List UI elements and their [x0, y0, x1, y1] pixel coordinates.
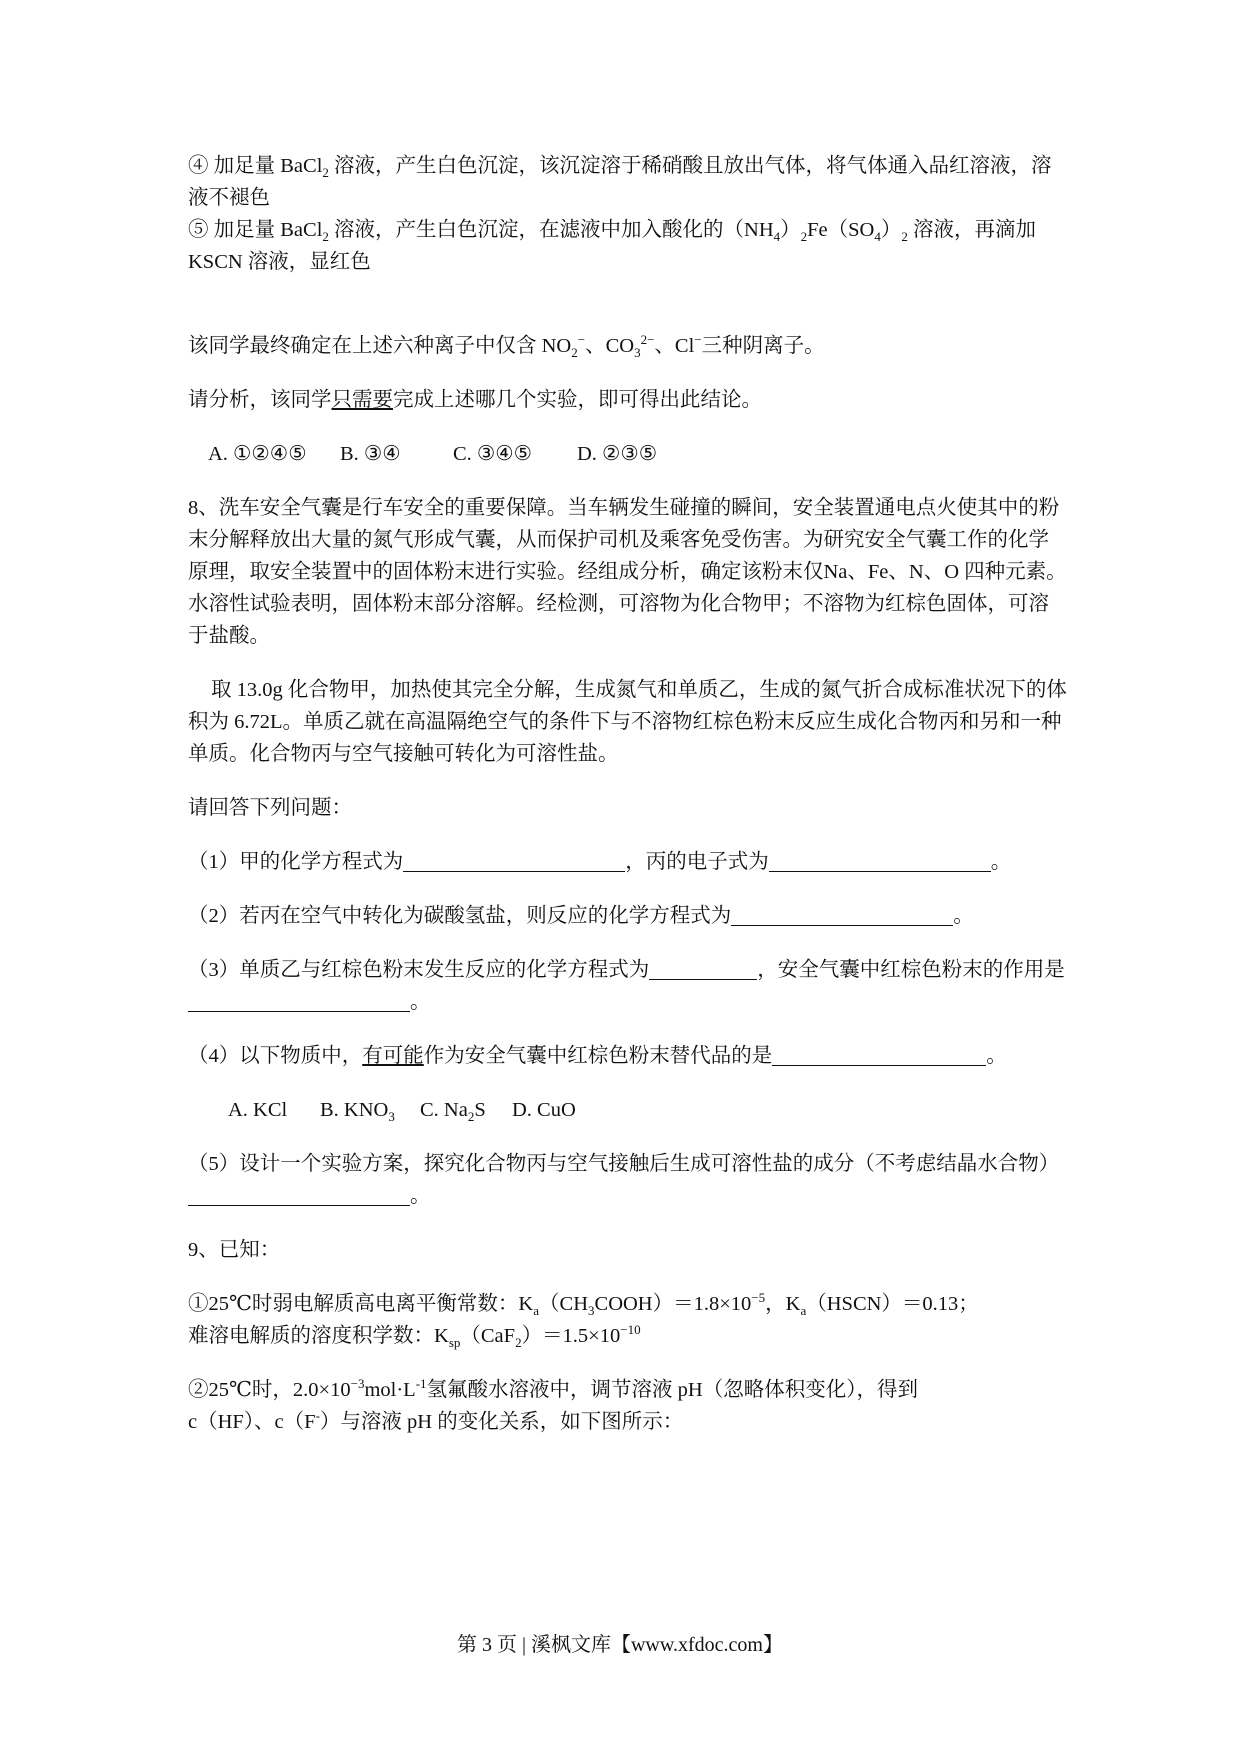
q9-title: 9、已知： — [188, 1239, 281, 1261]
q8-sub-2: （2）若丙在空气中转化为碳酸氢盐，则反应的化学方程式为 。 — [188, 905, 974, 927]
q9-given-2: ②25℃时，$2.0\times 10^{-3}mol\cdot L^{-1}$氢氟酸水溶液中，调节溶液 pH（忽略体积变化），得到 c（HF）、c（F-）与溶液 pH 的变化关系，如下图所示： — [188, 1376, 918, 1433]
option-c: C. $Na_2S$ — [420, 1099, 486, 1125]
option-b: B. $KNO_3$ — [320, 1099, 395, 1125]
option-a: A. KCl — [228, 1099, 288, 1121]
answer-blank[interactable] — [188, 1183, 410, 1206]
option-a: A. ①②④⑤ — [208, 443, 307, 465]
analysis-question: 请分析，该同学只需要完成上述哪几个实验，即可得出此结论。 — [188, 389, 762, 411]
answer-blank[interactable] — [649, 957, 757, 980]
answer-blank[interactable] — [188, 989, 410, 1012]
item-4: ④ 加足量 BaCl$_2$ 溶液，产生白色沉淀，该沉淀溶于稀硝酸且放出气体，将气体通入品红溶液，溶液不褪色 — [188, 155, 1052, 209]
document-body — [188, 150, 1068, 1438]
q8-prompt: 请回答下列问题： — [188, 797, 352, 819]
q8-intro: 8、洗车安全气囊是行车安全的重要保障。当车辆发生碰撞的瞬间，安全装置通电点火使其中的粉末分解释放出大量的氮气形成气囊，从而保护司机及乘客免受伤害。为研究安全气囊工作的化学原理，取安全装置中的固体粉末进行实验。经组成分析，确定该粉末仅Na、Fe、N、O 四种元素。水溶性试验表明，固体粉末部分溶解。经检测，可溶物为化合物甲；不溶物为红棕色固体，可溶于盐酸。 — [188, 497, 1067, 647]
q8-4-options — [188, 1094, 1068, 1126]
option-c: C. ③④⑤ — [453, 443, 533, 465]
answer-blank[interactable] — [769, 849, 991, 872]
option-d: D. CuO — [512, 1099, 576, 1121]
item-5: ⑤ 加足量 BaCl$_2$ 溶液，产生白色沉淀，在滤液中加入酸化的$(NH_4)_2Fe(SO_4)_2$ 溶液，再滴加 KSCN 溶液，显红色 — [188, 219, 1036, 273]
q9-given-1: ①25℃时弱电解质高电离平衡常数：$K_a(CH_3COOH)=1.8\times 10^{-5}$，$K_a(HSCN)=0.13$； 难溶电解质的溶度积学数：$K_{sp}(CaF_2)=1.5\times 10^{-10}$ — [188, 1290, 979, 1351]
q8-sub-3: （3）单质乙与红棕色粉末发生反应的化学方程式为 ，安全气囊中红棕色粉末的作用是。 — [188, 959, 1065, 1013]
q7-options — [188, 438, 1068, 470]
option-b: B. ③④ — [340, 443, 401, 465]
conclusion: 该同学最终确定在上述六种离子中仅含 $NO_2^-$、$CO_3^{2-}$、Cl−三种阴离子。 — [188, 332, 825, 361]
q8-paragraph-2: 取 13.0g 化合物甲，加热使其完全分解，生成氮气和单质乙，生成的氮气折合成标准状况下的体积为 6.72L。单质乙就在高温隔绝空气的条件下与不溶物红棕色粉末反应生成化合物丙和另和一种单质。化合物丙与空气接触可转化为可溶性盐。 — [188, 679, 1067, 765]
q8-sub-5: （5）设计一个实验方案，探究化合物丙与空气接触后生成可溶性盐的成分（不考虑结晶水合物）。 — [188, 1153, 1060, 1207]
q8-sub-1: （1）甲的化学方程式为 ，丙的电子式为 。 — [188, 851, 1012, 873]
page-footer: 第 3 页 | 溪枫文库【www.xfdoc.com】 — [456, 1634, 783, 1656]
option-d: D. ②③⑤ — [577, 443, 658, 465]
answer-blank[interactable] — [403, 849, 625, 872]
answer-blank[interactable] — [772, 1043, 986, 1066]
answer-blank[interactable] — [731, 903, 953, 926]
q8-sub-4: （4）以下物质中，有可能作为安全气囊中红棕色粉末替代品的是 。 — [188, 1045, 1007, 1067]
